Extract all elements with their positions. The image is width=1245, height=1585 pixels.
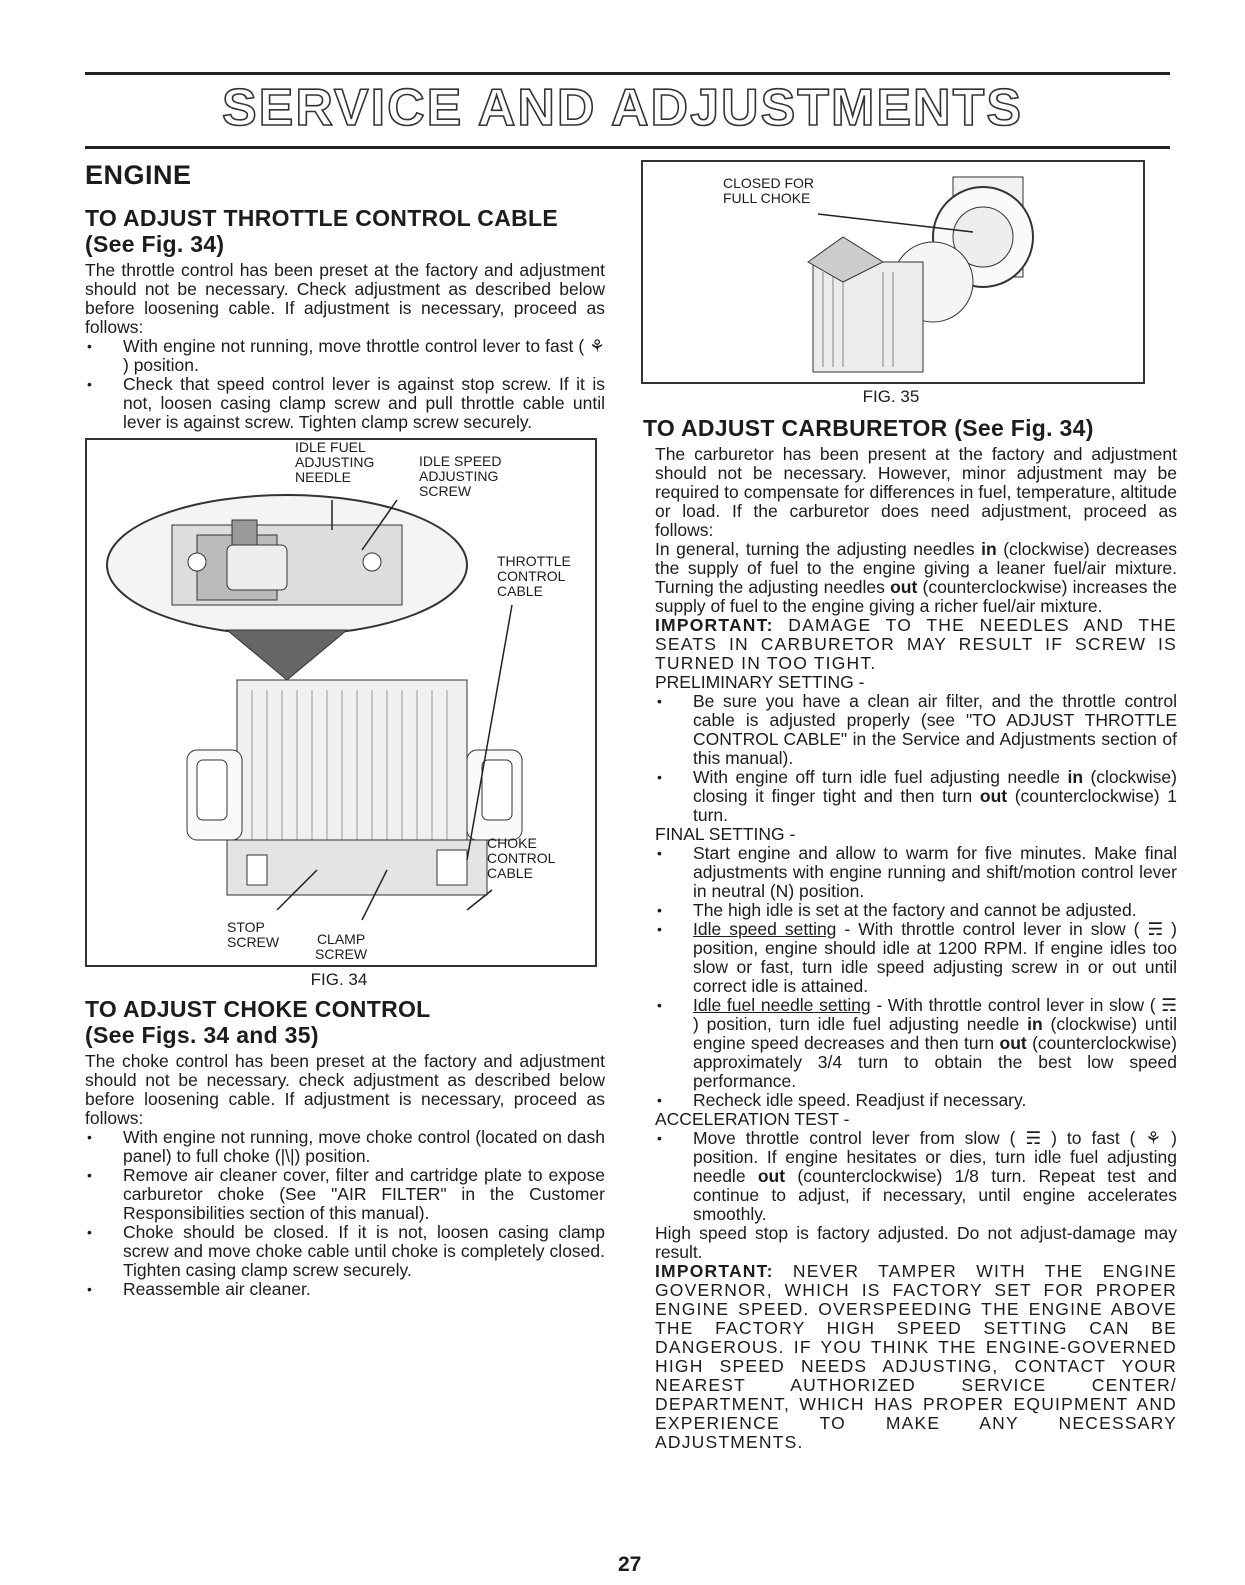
left-column — [85, 160, 605, 1299]
choke-heading-ref: (See Figs. 34 and 35) — [85, 1022, 319, 1048]
choke-step-3: • Choke should be closed. If it is not, loosen casing clamp screw and move choke cable until choke is completely closed. Tighten casing clamp screw securely. — [85, 1223, 605, 1280]
high-speed-note: High speed stop is factory adjusted. Do not adjust-damage may result. — [655, 1223, 1177, 1262]
acceleration-test-heading: ACCELERATION TEST - — [655, 1109, 850, 1129]
choke-step-1: • With engine not running, move choke control (located on dash panel) to full choke (|\|) position. — [85, 1128, 605, 1166]
label-choke-cable: CHOKE CONTROL CABLE — [487, 835, 556, 881]
carburetor-heading: TO ADJUST CARBURETOR (See Fig. 34) — [643, 415, 1094, 441]
engine-illustration — [87, 440, 595, 965]
carburetor-needles-paragraph: In general, turning the adjusting needles in (clockwise) decreases the supply of fuel to the engine giving a leaner fuel/air mixture. Turning the adjusting needles out (counterclockwise) increases the supply of fuel to the engine giving a richer fuel/air mixture. — [655, 539, 1177, 616]
figure-35-caption: FIG. 35 — [862, 387, 920, 406]
throttle-steps — [85, 337, 605, 432]
label-idle-speed-screw: IDLE SPEED ADJUSTING SCREW — [419, 453, 502, 499]
final-step-3: • Idle speed setting - With throttle control lever in slow ( ☴ ) position, engine should idle at 1200 RPM. If engine idles too slow or fast, turn idle speed adjusting screw in or out until correct idle is attained. — [655, 920, 1177, 996]
final-step-5: • Recheck idle speed. Readjust if necessary. — [655, 1091, 1177, 1110]
throttle-step-2: • Check that speed control lever is against stop screw. If it is not, loosen casing clamp screw and pull throttle cable until lever is against screw. Tighten clamp screw securely. — [85, 375, 605, 432]
throttle-intro: The throttle control has been preset at the factory and adjustment should not be necessary. Check adjustment as described below before loosening cable. If adjustment is necessary, proceed as follows: — [85, 260, 605, 337]
acceleration-steps — [655, 1129, 1177, 1224]
choke-illustration — [643, 162, 1143, 382]
carburetor-intro: The carburetor has been present at the factory and adjustment should not be necessary. However, minor adjustment may be required to compensate for differences in fuel, temperature, altitude or load. If the carburetor does need adjustment, proceed as follows: — [655, 444, 1177, 540]
page-number: 27 — [618, 1553, 642, 1576]
preliminary-setting-heading: PRELIMINARY SETTING - — [655, 672, 865, 692]
label-closed-full-choke: CLOSED FOR FULL CHOKE — [723, 175, 815, 206]
section-heading-engine: ENGINE — [85, 160, 192, 190]
page-title: SERVICE AND ADJUSTMENTS — [221, 79, 1024, 137]
preliminary-steps — [655, 692, 1177, 825]
important-warning-1: IMPORTANT: DAMAGE TO THE NEEDLES AND THE SEATS IN CARBURETOR MAY RESULT IF SCREW IS TURNED IN TOO TIGHT. — [655, 615, 1177, 673]
label-clamp-screw: CLAMP SCREW — [315, 931, 368, 962]
final-steps — [655, 844, 1177, 1110]
label-stop-screw: STOP SCREW — [227, 919, 280, 950]
title-bottom-rule — [85, 146, 1170, 149]
final-step-1: • Start engine and allow to warm for five minutes. Make final adjustments with engine running and shift/motion control lever in neutral (N) position. — [655, 844, 1177, 901]
choke-intro: The choke control has been preset at the factory and adjustment should not be necessary. check adjustment as described below before loosening cable. If adjustment is necessary, proceed as follows: — [85, 1051, 605, 1128]
choke-steps — [85, 1128, 605, 1299]
choke-step-4: • Reassemble air cleaner. — [85, 1280, 605, 1299]
final-step-2: • The high idle is set at the factory and cannot be adjusted. — [655, 901, 1177, 920]
right-column — [643, 160, 1177, 1452]
throttle-step-1: • With engine not running, move throttle control lever to fast ( ⚘ ) position. — [85, 337, 605, 375]
top-rule — [85, 72, 1170, 75]
figure-34 — [85, 438, 597, 967]
final-setting-heading: FINAL SETTING - — [655, 824, 796, 844]
figure-34-caption: FIG. 34 — [310, 970, 368, 989]
throttle-heading: TO ADJUST THROTTLE CONTROL CABLE — [85, 205, 559, 231]
preliminary-step-1: • Be sure you have a clean air filter, and the throttle control cable is adjusted properly (see "TO ADJUST THROTTLE CONTROL CABLE" in the Service and Adjustments section of this manual). — [655, 692, 1177, 768]
figure-35 — [641, 160, 1145, 384]
label-idle-fuel-needle: IDLE FUEL ADJUSTING NEEDLE — [295, 439, 375, 485]
acceleration-step-1: • Move throttle control lever from slow ( ☴ ) to fast ( ⚘ ) position. If engine hesitates or dies, turn idle fuel adjusting needle out (counterclockwise) 1/8 turn. Repeat test and continue to adjust, if necessary, until engine accelerates smoothly. — [655, 1129, 1177, 1224]
final-step-4: • Idle fuel needle setting - With throttle control lever in slow ( ☴ ) position, turn idle fuel adjusting needle in (clockwise) until engine speed decreases and then turn out (counterclockwise) approximately 3/4 turn to obtain the best low speed performance. — [655, 996, 1177, 1091]
throttle-heading-ref: (See Fig. 34) — [85, 231, 225, 257]
choke-step-2: • Remove air cleaner cover, filter and cartridge plate to expose carburetor choke (See "AIR FILTER" in the Customer Responsibilities section of this manual). — [85, 1166, 605, 1223]
important-warning-2: IMPORTANT: NEVER TAMPER WITH THE ENGINE GOVERNOR, WHICH IS FACTORY SET FOR PROPER ENGINE SPEED. OVERSPEEDING THE ENGINE ABOVE THE FACTORY HIGH SPEED SETTING CAN BE DANGEROUS. IF YOU THINK THE ENGINE-GOVERNED HIGH SPEED NEEDS ADJUSTING, CONTACT YOUR NEAREST AUTHORIZED SERVICE CENTER/ DEPARTMENT, WHICH HAS PROPER EQUIPMENT AND EXPERIENCE TO MAKE ANY NECESSARY ADJUSTMENTS. — [655, 1261, 1177, 1452]
preliminary-step-2: • With engine off turn idle fuel adjusting needle in (clockwise) closing it finger tight and then turn out (counterclockwise) 1 turn. — [655, 768, 1177, 825]
label-throttle-cable: THROTTLE CONTROL CABLE — [497, 553, 571, 599]
choke-heading: TO ADJUST CHOKE CONTROL — [85, 996, 431, 1022]
